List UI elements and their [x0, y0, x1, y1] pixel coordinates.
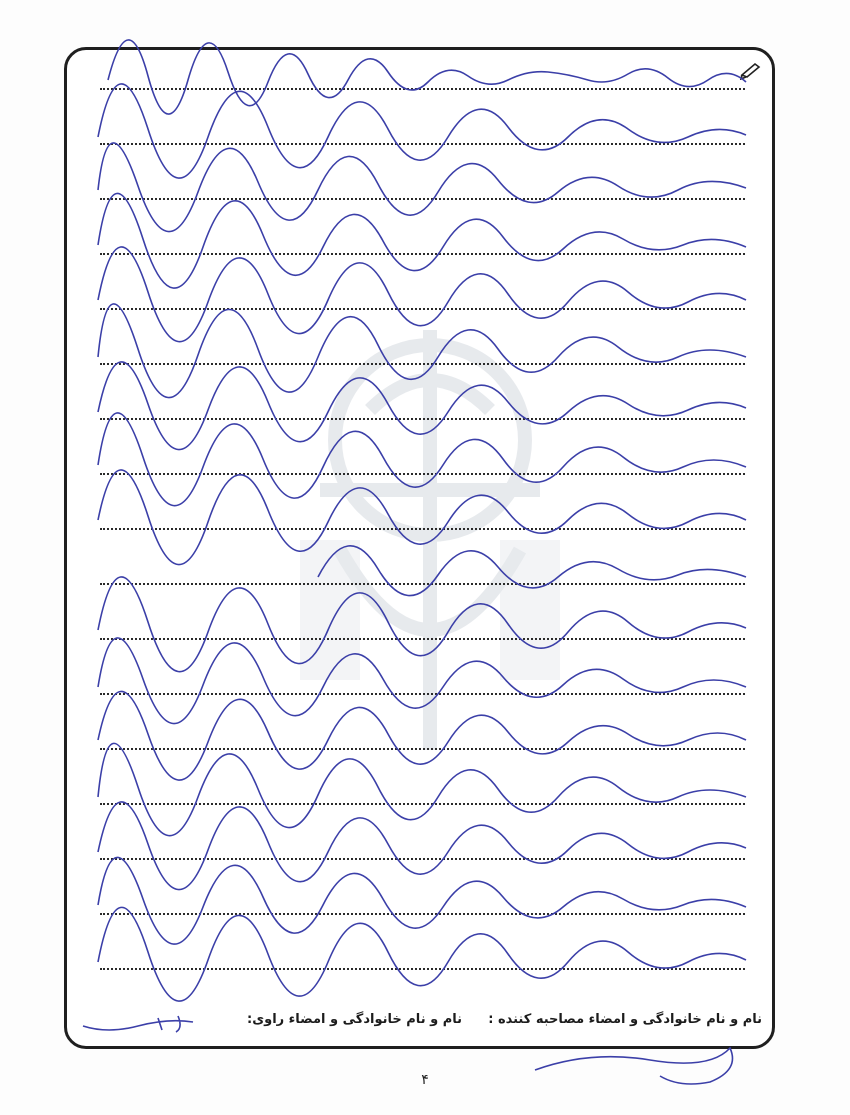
handwritten-line: [88, 720, 746, 750]
handwritten-line: [88, 555, 746, 585]
narrator-signature-label: نام و نام خانوادگی و امضاء راوی:: [247, 1012, 462, 1027]
handwritten-line: [88, 610, 746, 640]
handwritten-line: [88, 775, 746, 805]
handwritten-line: [88, 940, 746, 970]
narrator-signature: [78, 1012, 198, 1040]
handwritten-line: [88, 60, 746, 90]
interviewer-signature-label: نام و نام خانوادگی و امضاء مصاحبه کننده :: [488, 1012, 762, 1027]
handwritten-line: [88, 830, 746, 860]
handwritten-line: [88, 445, 746, 475]
page-number: ۴: [421, 1072, 429, 1088]
handwritten-line: [88, 170, 746, 200]
handwritten-line: [88, 280, 746, 310]
handwritten-line: [88, 335, 746, 365]
handwritten-line: [88, 500, 746, 530]
handwritten-line: [88, 390, 746, 420]
handwritten-line: [88, 225, 746, 255]
handwritten-line: [88, 115, 746, 145]
handwritten-line: [88, 885, 746, 915]
handwritten-line: [88, 665, 746, 695]
